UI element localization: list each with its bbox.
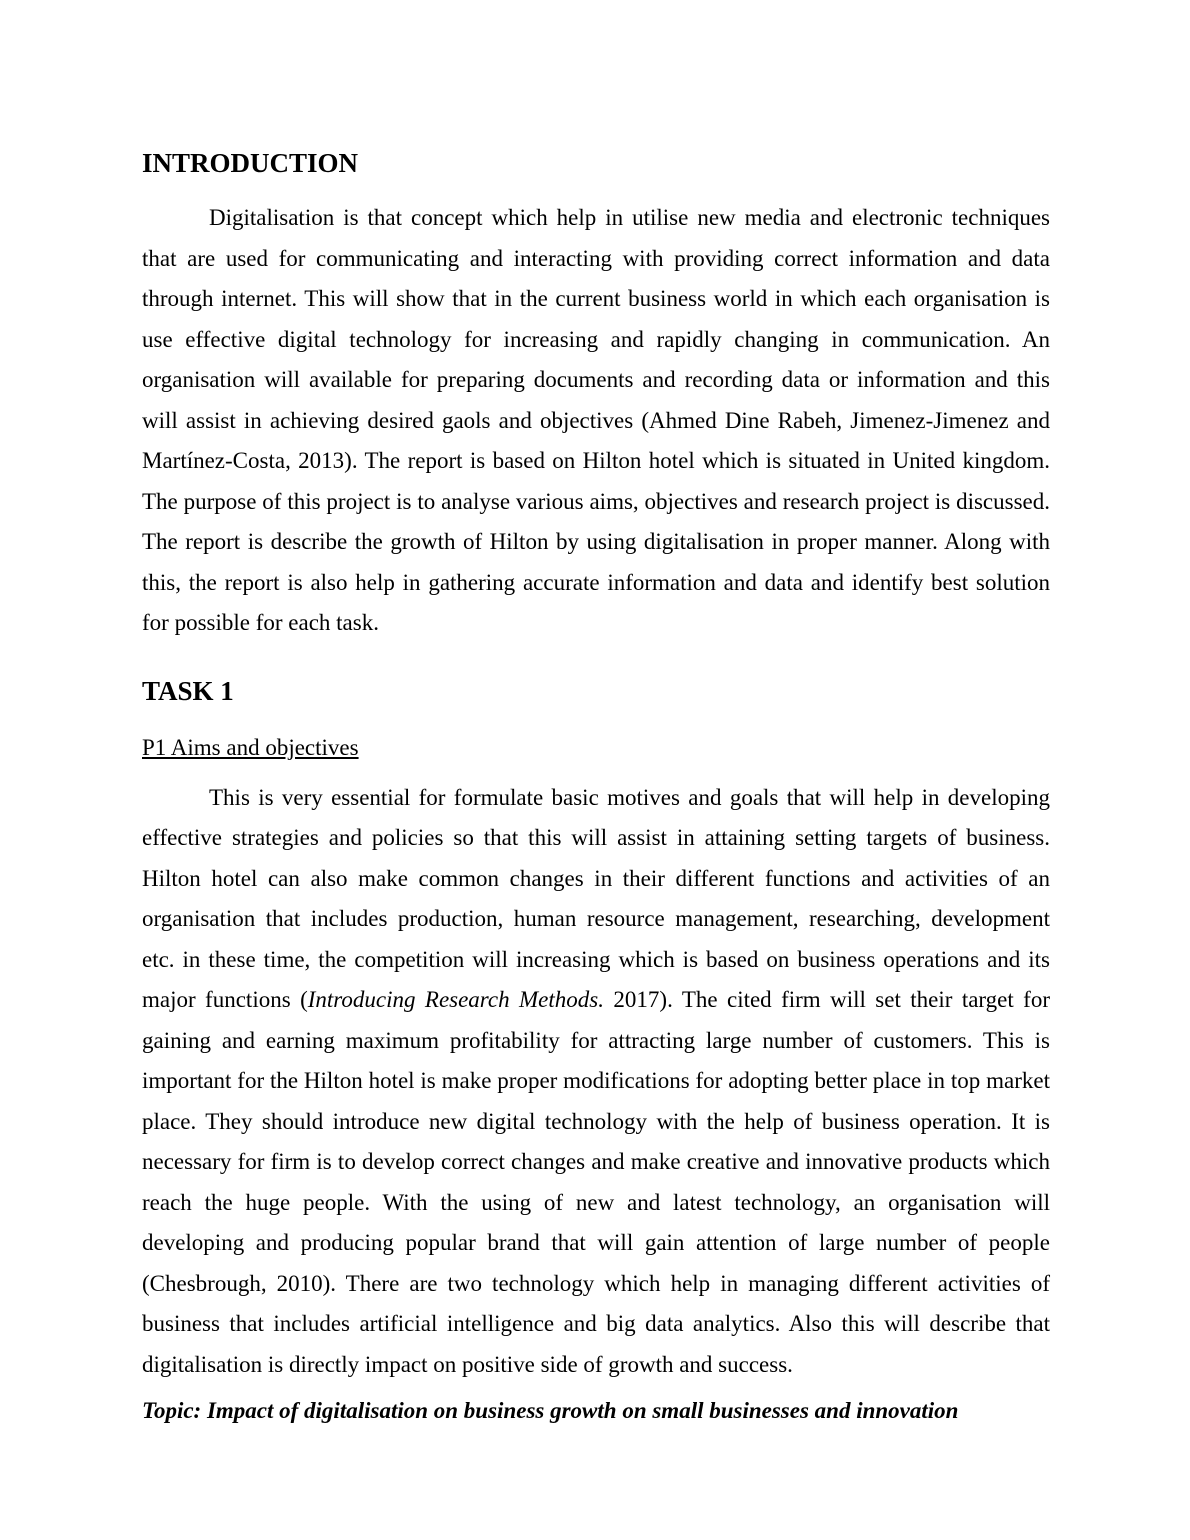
subheading-p1-aims-objectives: P1 Aims and objectives [142, 734, 359, 760]
intro-paragraph: Digitalisation is that concept which help in utilise new media and electronic techniques that are used for communicating and interacting with providing correct information and data through internet. This will show that in the current business world in which each organisation is use effective digital technology for increasing and rapidly changing in communication. An organisation will available for preparing documents and recording data or information and this will assist in achieving desired gaols and objectives (Ahmed Dine Rabeh, Jimenez-Jimenez and Martínez-Costa, 2013). The report is based on Hilton hotel which is situated in United kingdom. The purpose of this project is to analyse various aims, objectives and research project is discussed. The report is describe the growth of Hilton by using digitalisation in proper manner. Along with this, the report is also help in gathering accurate information and data and identify best solution for possible for each task. [142, 205, 1050, 635]
heading-task1: TASK 1 [142, 675, 234, 706]
p1-paragraph-text-before-citation: This is very essential for formulate basic motives and goals that will help in developing effective strategies and policies so that this will assist in attaining setting targets of business. Hilton hotel can also make common changes in their different functions and activities of an organisation that includes production, human resource management, researching, development etc. in these time, the competition will increasing which is based on business operations and its major functions ( [142, 784, 1050, 1012]
p1-paragraph-text-after-citation: 2017). The cited firm will set their target for gaining and earning maximum profitability for attracting large number of customers. This is important for the Hilton hotel is make proper modifications for adopting better place in top market place. They should introduce new digital technology with the help of business operation. It is necessary for firm is to develop correct changes and make creative and innovative products which reach the huge people. With the using of new and latest technology, an organisation will developing and producing popular brand that will gain attention of large number of people (Chesbrough, 2010). There are two technology which help in managing different activities of business that includes artificial intelligence and big data analytics. Also this will describe that digitalisation is directly impact on positive side of growth and success. [142, 987, 1050, 1377]
p1-citation-italic: Introducing Research Methods. [307, 987, 604, 1012]
heading-introduction: INTRODUCTION [142, 148, 359, 178]
p1-paragraph [142, 778, 1050, 1386]
topic-line: Topic: Impact of digitalisation on business growth on small businesses and innovation [142, 1398, 959, 1423]
